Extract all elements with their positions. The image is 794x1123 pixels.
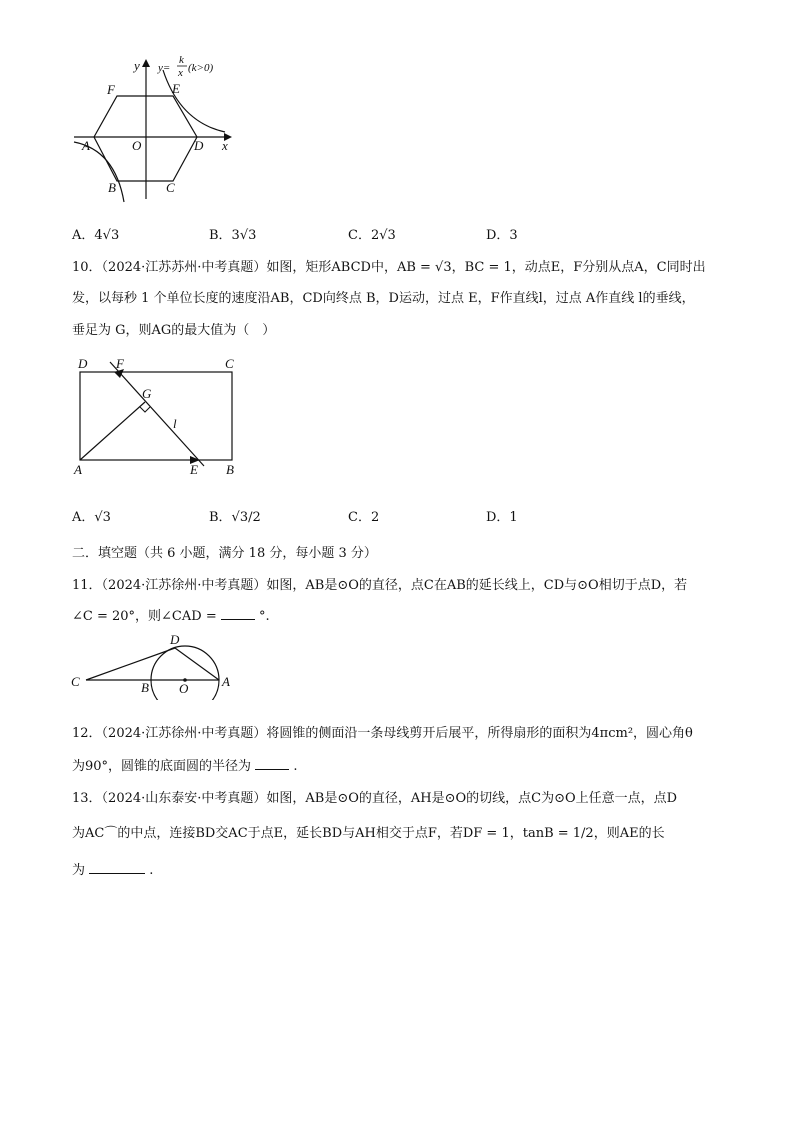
- rectangle-figure: [70, 352, 250, 482]
- q11-line-2-pre: ∠C = 20°，则∠CAD =: [72, 609, 217, 624]
- point-A-label: A: [82, 138, 90, 153]
- q9-option-d: D．3: [486, 228, 518, 243]
- rectangle-ABCD: [80, 372, 232, 460]
- q10-line-1: 10．（2024·江苏苏州·中考真题）如图，矩形ABCD中，AB = √3，BC = 1，动点E，F分别从点A，C同时出: [72, 260, 706, 275]
- point-E-label: E: [172, 81, 180, 96]
- q12-line-1: 12．（2024·江苏徐州·中考真题）将圆锥的侧面沿一条母线剪开后展平，所得扇形的面积为4πcm²，圆心角θ: [72, 726, 693, 741]
- q13-line-3: [72, 862, 153, 880]
- curve-label-y: y=: [158, 62, 171, 74]
- point-F-label: F: [107, 82, 115, 97]
- q11-line-1: 11．（2024·江苏徐州·中考真题）如图，AB是⊙O的直径，点C在AB的延长线上，CD与⊙O相切于点D，若: [72, 578, 688, 593]
- q12-line-2: [72, 758, 297, 776]
- point-G-label: G: [142, 386, 152, 401]
- point-D-label: D: [194, 138, 204, 153]
- point-C-label: C: [166, 180, 175, 195]
- q9-option-b: B．3√3: [209, 228, 257, 243]
- q10-option-a: A．√3: [72, 510, 111, 525]
- curve-label-x: x: [178, 67, 183, 79]
- segment-AG: [80, 402, 145, 460]
- point-B-label: B: [226, 462, 234, 477]
- q11-answer-blank[interactable]: [221, 619, 255, 620]
- right-angle-mark: [140, 407, 150, 412]
- q11-line-2: [72, 608, 270, 626]
- section-heading-fill-in: 二．填空题（共 6 小题，满分 18 分，每小题 3 分）: [72, 546, 377, 561]
- point-C-label: C: [225, 356, 234, 371]
- point-O-label: O: [179, 681, 189, 696]
- point-A-label: A: [222, 674, 230, 689]
- hyperbola-branch-upper: [163, 70, 225, 132]
- point-A-label: A: [74, 462, 82, 477]
- point-O-label: O: [132, 138, 142, 153]
- circle-tangent-figure: [68, 630, 248, 700]
- q13-line-3-pre: 为: [72, 863, 86, 878]
- line-l-label: l: [173, 416, 177, 431]
- point-D-label: D: [170, 632, 180, 647]
- x-axis-label: x: [222, 138, 228, 153]
- q10-line-2: 发，以每秒 1 个单位长度的速度沿AB，CD向终点 B，D运动，过点 E，F作直线l，过点 A作直线 l的垂线，: [72, 291, 695, 306]
- point-D-label: D: [78, 356, 88, 371]
- q12-answer-blank[interactable]: [255, 769, 289, 770]
- curve-label-cond: (k>0): [188, 62, 214, 74]
- q11-line-2-post: °.: [259, 609, 270, 624]
- q10-option-b: B．√3/2: [209, 510, 261, 525]
- q13-line-2: 为AC⌒的中点，连接BD交AC于点E，延长BD与AH相交于点F，若DF = 1，tanB = 1/2，则AE的长: [72, 826, 665, 841]
- y-axis-label: y: [134, 58, 140, 73]
- y-axis-arrow: [142, 59, 150, 67]
- chord-DA: [175, 648, 219, 680]
- q10-line-3: 垂足为 G，则AG的最大值为（ ）: [72, 323, 276, 338]
- q12-line-2-pre: 为90°，圆锥的底面圆的半径为: [72, 759, 252, 774]
- q10-option-d: D．1: [486, 510, 518, 525]
- q9-option-a: A．4√3: [72, 228, 120, 243]
- point-B-label: B: [108, 180, 116, 195]
- point-E-label: E: [190, 462, 198, 477]
- curve-label-k: k: [179, 54, 184, 66]
- q13-line-1: 13．（2024·山东泰安·中考真题）如图，AB是⊙O的直径，AH是⊙O的切线，点C为⊙O上任意一点，点D: [72, 791, 678, 806]
- q9-option-c: C．2√3: [348, 228, 396, 243]
- q12-line-2-post: .: [293, 759, 298, 774]
- point-B-label: B: [141, 680, 149, 695]
- q10-option-c: C．2: [348, 510, 380, 525]
- hexagon-hyperbola-figure: [60, 52, 250, 212]
- q13-line-3-post: .: [149, 863, 154, 878]
- q13-answer-blank[interactable]: [89, 873, 145, 874]
- line-l: [110, 362, 204, 466]
- point-F-label: F: [116, 356, 124, 371]
- tangent-CD: [86, 648, 175, 680]
- point-C-label: C: [71, 674, 80, 689]
